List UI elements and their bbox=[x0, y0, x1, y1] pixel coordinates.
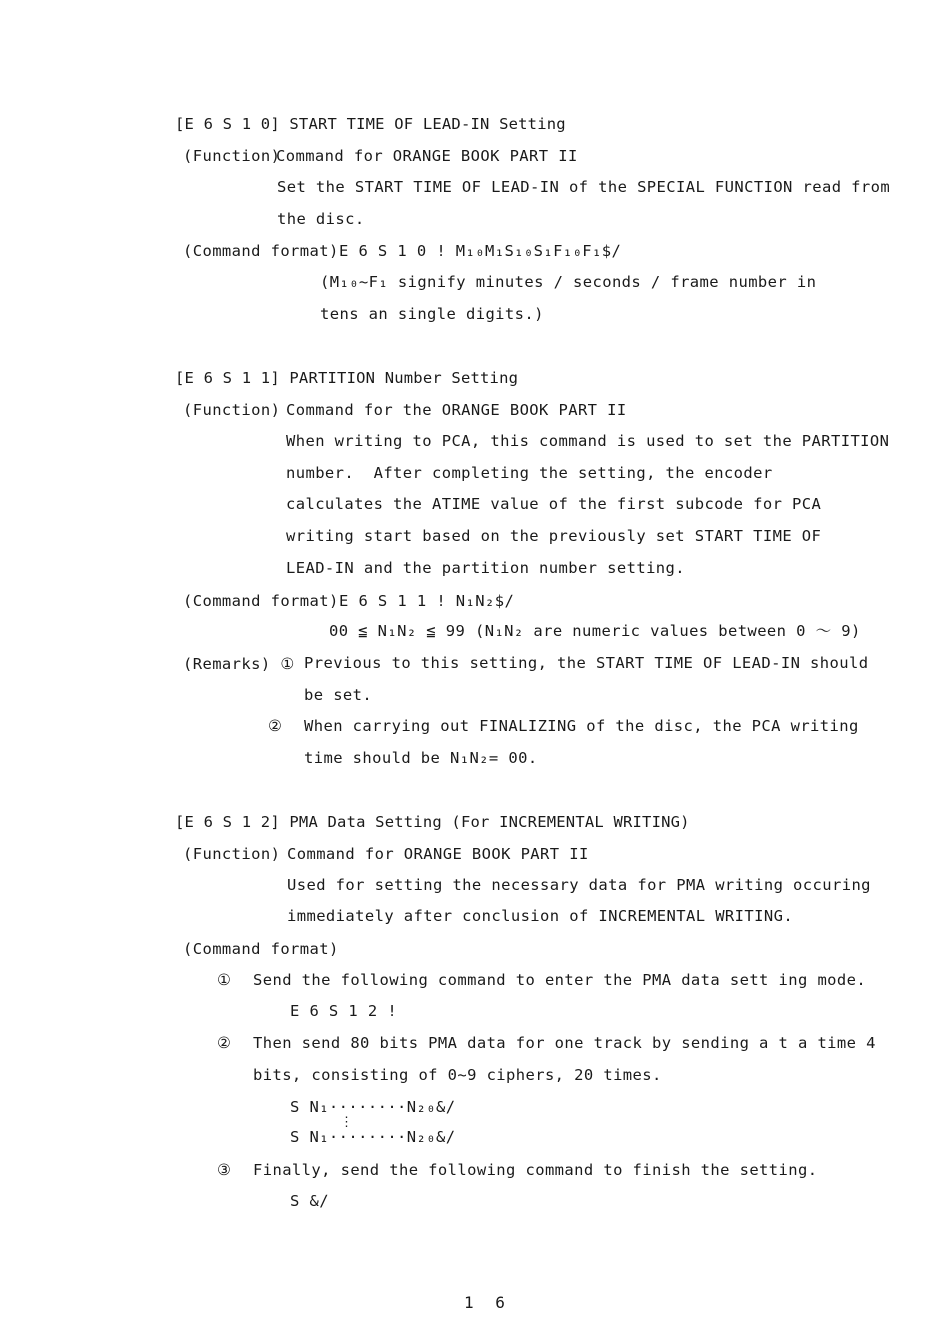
step-text: bits, consisting of 0~9 ciphers, 20 times. bbox=[253, 1066, 662, 1084]
description-line: Set the START TIME OF LEAD-IN of the SPECIAL FUNCTION read from bbox=[277, 178, 891, 196]
function-label: (Function) bbox=[183, 401, 281, 419]
command-example: E 6 S 1 2 ! bbox=[290, 1002, 398, 1020]
function-text: Command for the ORANGE BOOK PART II bbox=[286, 401, 627, 419]
remark-line: be set. bbox=[304, 686, 373, 704]
function-label: (Function) bbox=[183, 845, 281, 863]
step-marker: ① bbox=[217, 971, 232, 989]
format-note-line: (M₁₀~F₁ signify minutes / seconds / frame number in bbox=[320, 273, 817, 291]
format-note-line: tens an single digits.) bbox=[320, 305, 544, 323]
section-heading-e6s12: [E 6 S 1 2] PMA Data Setting (For INCREMENTAL WRITING) bbox=[175, 813, 690, 831]
remark-marker: ② bbox=[268, 717, 283, 735]
function-text: Command for ORANGE BOOK PART II bbox=[276, 147, 578, 165]
section-heading-e6s11: [E 6 S 1 1] PARTITION Number Setting bbox=[175, 369, 519, 387]
remark-line: When carrying out FINALIZING of the disc, the PCA writing bbox=[304, 717, 859, 735]
function-text: Command for ORANGE BOOK PART II bbox=[287, 845, 589, 863]
description-line: When writing to PCA, this command is used to set the PARTITION bbox=[286, 432, 890, 450]
step-text: Then send 80 bits PMA data for one track by sending a t a time 4 bbox=[253, 1034, 876, 1052]
description-line: the disc. bbox=[277, 210, 365, 228]
command-format-value: E 6 S 1 0 ! M₁₀M₁S₁₀S₁F₁₀F₁$∕ bbox=[339, 242, 622, 260]
remark-line: time should be N₁N₂= 00. bbox=[304, 749, 538, 767]
description-line: LEAD-IN and the partition number setting. bbox=[286, 559, 686, 577]
section-heading-e6s10: [E 6 S 1 0] START TIME OF LEAD-IN Setting bbox=[175, 115, 566, 133]
function-label: (Function) bbox=[183, 147, 281, 165]
step-marker: ② bbox=[217, 1034, 232, 1052]
value-range: 00 ≦ N₁N₂ ≦ 99 (N₁N₂ are numeric values between 0 〜 9) bbox=[329, 622, 861, 640]
description-line: calculates the ATIME value of the first subcode for PCA bbox=[286, 495, 822, 513]
remarks-label: (Remarks) ① bbox=[183, 655, 295, 673]
command-format-value: E 6 S 1 1 ! N₁N₂$∕ bbox=[339, 592, 515, 610]
command-format-label: (Command format) bbox=[183, 940, 339, 958]
step-text: Send the following command to enter the PMA data sett ing mode. bbox=[253, 971, 867, 989]
command-format-label: (Command format) bbox=[183, 242, 339, 260]
description-line: immediately after conclusion of INCREMENTAL WRITING. bbox=[287, 907, 794, 925]
description-line: Used for setting the necessary data for PMA writing occuring bbox=[287, 876, 871, 894]
vertical-ellipsis: ⋮ bbox=[340, 1115, 353, 1130]
description-line: writing start based on the previously set START TIME OF bbox=[286, 527, 822, 545]
command-example: S N₁········N₂₀&∕ bbox=[290, 1128, 456, 1146]
remark-line: Previous to this setting, the START TIME OF LEAD-IN should bbox=[304, 654, 869, 672]
step-text: Finally, send the following command to finish the setting. bbox=[253, 1161, 818, 1179]
command-example: S &∕ bbox=[290, 1192, 329, 1210]
description-line: number. After completing the setting, the encoder bbox=[286, 464, 773, 482]
page-number: 1 6 bbox=[464, 1293, 511, 1312]
command-format-label: (Command format) bbox=[183, 592, 339, 610]
command-example: S N₁········N₂₀&∕ bbox=[290, 1098, 456, 1116]
step-marker: ③ bbox=[217, 1161, 232, 1179]
